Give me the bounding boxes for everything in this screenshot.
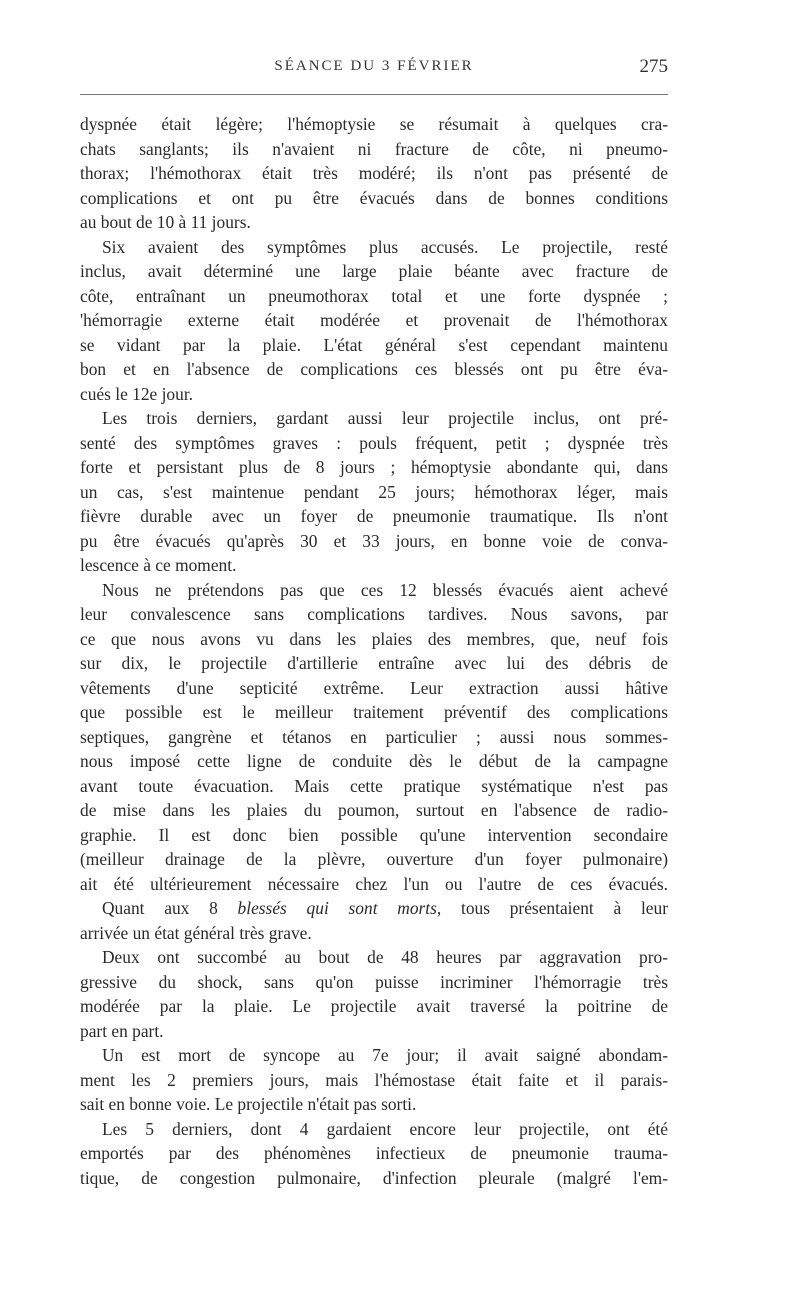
text-line: graphie. Il est donc bien possible qu'une intervention secondaire (80, 824, 668, 845)
text-line: Nous ne prétendons pas que ces 12 blessés évacués aient achevé (102, 579, 668, 600)
paragraph (80, 1117, 668, 1191)
text-line: Un est mort de syncope au 7e jour; il avait saigné abondam- (102, 1045, 668, 1065)
italic-phrase: blessés qui sont morts (237, 898, 437, 918)
text-line: sait en bonne voie. Le projectile n'était pas sorti. (80, 1094, 417, 1114)
text-line: gressive du shock, sans qu'on puisse incriminer l'hémorragie très (80, 971, 668, 992)
text-line: Deux ont succombé au bout de 48 heures par aggravation pro- (102, 947, 668, 967)
text-line: un cas, s'est maintenue pendant 25 jours; hémothorax léger, mais (80, 481, 668, 502)
text-line: au bout de 10 à 11 jours. (80, 212, 251, 232)
text-line: 'hémorragie externe était modérée et provenait de l'hémothorax (80, 310, 668, 330)
text-line: arrivée un état général très grave. (80, 922, 312, 943)
text-segment: Quant aux 8 (102, 898, 238, 918)
text-segment: , tous présentaient à leur (436, 898, 668, 918)
text-line: côte, entraînant un pneumothorax total et une forte dyspnée ; (80, 285, 668, 306)
text-line: complications et ont pu être évacués dans de bonnes conditions (80, 187, 668, 208)
text-line: Six avaient des symptômes plus accusés. Le projectile, resté (102, 236, 668, 257)
text-line: se vidant par la plaie. L'état général s'est cependant maintenu (80, 334, 668, 355)
text-line: ce que nous avons vu dans les plaies des membres, que, neuf fois (80, 628, 668, 649)
text-line: part en part. (80, 1020, 164, 1041)
paragraph (80, 578, 668, 897)
text-line: senté des symptômes graves : pouls fréquent, petit ; dyspnée très (80, 432, 668, 453)
text-line: Les trois derniers, gardant aussi leur projectile inclus, ont pré- (102, 408, 668, 428)
text-line: pu être évacués qu'après 30 et 33 jours, en bonne voie de conva- (80, 530, 668, 551)
running-title: SÉANCE DU 3 FÉVRIER (274, 58, 474, 74)
paragraph (80, 896, 668, 945)
body-text (80, 112, 668, 1190)
text-line: tique, de congestion pulmonaire, d'infection pleurale (malgré l'em- (80, 1167, 668, 1188)
text-line (80, 896, 668, 921)
paragraph (80, 945, 668, 1043)
text-line: (meilleur drainage de la plèvre, ouverture d'un foyer pulmonaire) (80, 849, 668, 869)
text-line: vêtements d'une septicité extrême. Leur extraction aussi hâtive (80, 677, 668, 698)
text-line: leur convalescence sans complications tardives. Nous savons, par (80, 604, 668, 624)
text-line: modérée par la plaie. Le projectile avait traversé la poitrine de (80, 996, 668, 1016)
text-line: chats sanglants; ils n'avaient ni fracture de côte, ni pneumo- (80, 138, 668, 159)
text-line: cués le 12e jour. (80, 383, 194, 404)
text-line: sur dix, le projectile d'artillerie entraîne avec lui des débris de (80, 653, 668, 673)
text-line: inclus, avait déterminé une large plaie béante avec fracture de (80, 261, 668, 281)
paragraph (80, 406, 668, 578)
text-line: thorax; l'hémothorax était très modéré; ils n'ont pas présenté de (80, 163, 668, 183)
text-line: avant toute évacuation. Mais cette pratique systématique n'est pas (80, 775, 668, 796)
text-line: bon et en l'absence de complications ces blessés ont pu être éva- (80, 359, 668, 379)
text-line: ment les 2 premiers jours, mais l'hémostase était faite et il parais- (80, 1069, 668, 1090)
text-line: emportés par des phénomènes infectieux de pneumonie trauma- (80, 1143, 668, 1163)
paragraph (80, 112, 668, 235)
text-line: forte et persistant plus de 8 jours ; hémoptysie abondante qui, dans (80, 457, 668, 477)
text-line: Les 5 derniers, dont 4 gardaient encore leur projectile, ont été (102, 1118, 668, 1139)
text-line: septiques, gangrène et tétanos en particulier ; aussi nous sommes- (80, 726, 668, 747)
paragraph (80, 235, 668, 407)
page-number: 275 (639, 56, 668, 77)
text-line: dyspnée était légère; l'hémoptysie se résumait à quelques cra- (80, 114, 668, 134)
text-line: de mise dans les plaies du poumon, surtout en l'absence de radio- (80, 800, 668, 820)
text-line: lescence à ce moment. (80, 555, 237, 575)
text-line: fièvre durable avec un foyer de pneumonie traumatique. Ils n'ont (80, 506, 668, 526)
text-line: que possible est le meilleur traitement préventif des complications (80, 702, 668, 722)
text-line: nous imposé cette ligne de conduite dès le début de la campagne (80, 751, 668, 771)
text-line: ait été ultérieurement nécessaire chez l'un ou l'autre de ces évacués. (80, 873, 668, 894)
running-head (80, 56, 668, 82)
header-rule (80, 94, 668, 95)
paragraph (80, 1043, 668, 1117)
